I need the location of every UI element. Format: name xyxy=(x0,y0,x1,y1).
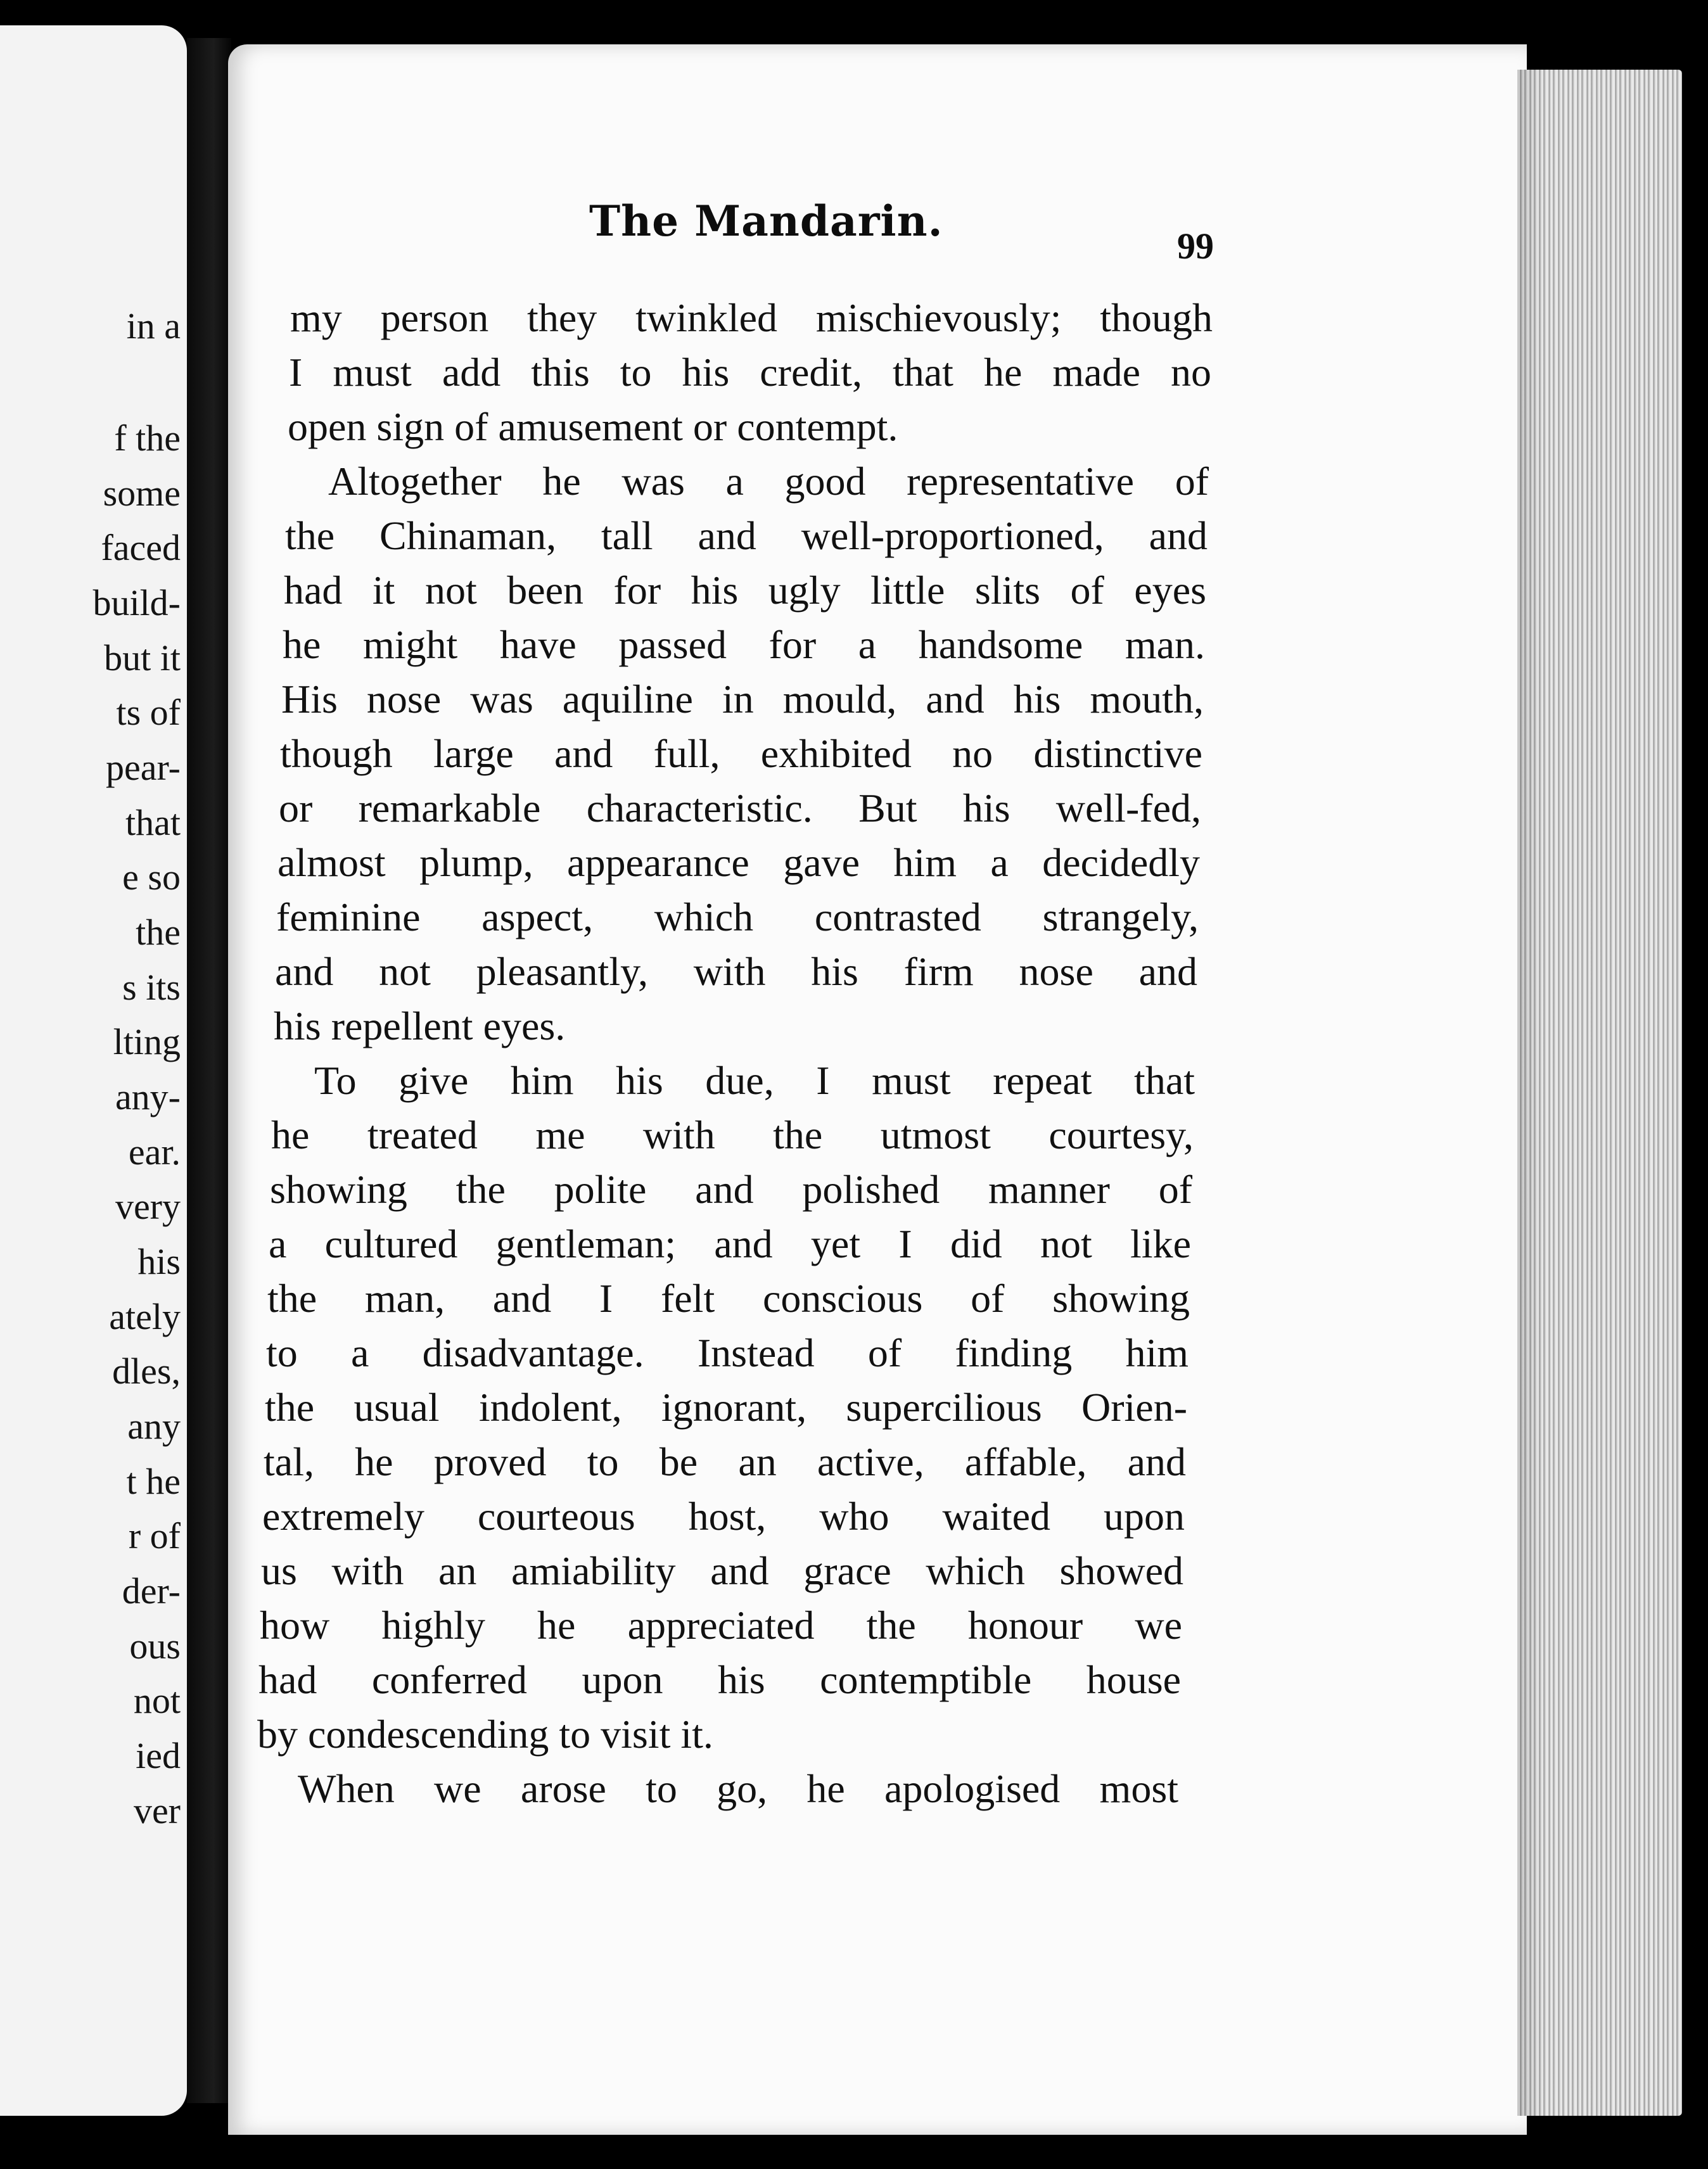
previous-page-line: lting xyxy=(113,1021,181,1062)
previous-page-line: any- xyxy=(115,1076,181,1117)
previous-page-line: but it xyxy=(104,637,181,678)
previous-page-line: ts of xyxy=(116,692,181,733)
text-line: I must add this to his credit, that he made no xyxy=(289,350,1211,395)
previous-page-line: some xyxy=(103,473,181,514)
text-line: had it not been for his ugly little slits of eyes xyxy=(284,568,1206,613)
text-line: the usual indolent, ignorant, supercilious Orien- xyxy=(265,1385,1187,1430)
text-line: to a disadvantage. Instead of finding him xyxy=(266,1330,1189,1375)
text-line: showing the polite and polished manner of xyxy=(270,1167,1192,1212)
previous-page-line: s its xyxy=(122,967,181,1008)
running-head: The Mandarin. xyxy=(589,196,943,246)
text-line: the man, and I felt conscious of showing xyxy=(267,1276,1190,1321)
text-line: and not pleasantly, with his firm nose and xyxy=(275,949,1197,994)
previous-page-line: der- xyxy=(122,1570,181,1612)
text-line: or remarkable characteristic. But his well-fed, xyxy=(279,786,1201,830)
previous-page-line: that xyxy=(125,802,181,843)
text-line: extremely courteous host, who waited upon xyxy=(262,1494,1185,1539)
text-line: his repellent eyes. xyxy=(274,1003,566,1048)
previous-page-line: ear. xyxy=(128,1131,181,1173)
text-line: open sign of amusement or contempt. xyxy=(288,404,898,449)
text-line: though large and full, exhibited no distinctive xyxy=(280,731,1202,776)
previous-page-line: very xyxy=(115,1186,181,1227)
text-line: almost plump, appearance gave him a decidedly xyxy=(277,840,1200,885)
text-line: When we arose to go, he apologised most xyxy=(298,1766,1178,1811)
previous-page-line: dles, xyxy=(112,1351,181,1392)
previous-page-line: f the xyxy=(114,417,181,459)
page-edge-shadow xyxy=(1517,70,1543,2116)
text-line: Altogether he was a good representative of xyxy=(328,459,1209,504)
page-number: 99 xyxy=(1177,226,1214,267)
text-line: To give him his due, I must repeat that xyxy=(314,1058,1195,1103)
text-line: had conferred upon his contemptible house xyxy=(258,1657,1181,1702)
book-gutter xyxy=(187,38,231,2103)
text-line: how highly he appreciated the honour we xyxy=(260,1603,1182,1648)
text-line: he might have passed for a handsome man. xyxy=(283,622,1205,667)
previous-page-line: ately xyxy=(109,1296,181,1337)
previous-page xyxy=(0,25,187,2116)
previous-page-line: not xyxy=(133,1680,181,1721)
previous-page-line: the xyxy=(136,912,181,953)
previous-page-line: pear- xyxy=(106,747,181,788)
previous-page-line: e so xyxy=(122,856,181,898)
previous-page-line: ver xyxy=(133,1790,181,1831)
previous-page-line: t he xyxy=(126,1461,181,1502)
text-line: by condescending to visit it. xyxy=(257,1712,713,1757)
text-line: tal, he proved to be an active, affable, and xyxy=(264,1439,1186,1484)
previous-page-line: his xyxy=(137,1241,181,1282)
previous-page-line: any xyxy=(127,1406,181,1447)
previous-page-line: ied xyxy=(136,1735,181,1776)
text-line: feminine aspect, which contrasted strangely, xyxy=(276,894,1199,939)
previous-page-line: build- xyxy=(92,582,181,623)
previous-page-line: ous xyxy=(129,1625,181,1667)
text-line: my person they twinkled mischievously; though xyxy=(290,295,1213,340)
text-line: a cultured gentleman; and yet I did not like xyxy=(269,1221,1191,1266)
text-line: His nose was aquiline in mould, and his mouth, xyxy=(281,677,1204,722)
text-line: us with an amiability and grace which showed xyxy=(261,1548,1183,1593)
previous-page-line: r of xyxy=(128,1515,181,1556)
text-line: he treated me with the utmost courtesy, xyxy=(271,1112,1194,1157)
previous-page-line: faced xyxy=(101,527,181,568)
previous-page-line: in a xyxy=(126,305,181,347)
text-line: the Chinaman, tall and well-proportioned, and xyxy=(285,513,1208,558)
